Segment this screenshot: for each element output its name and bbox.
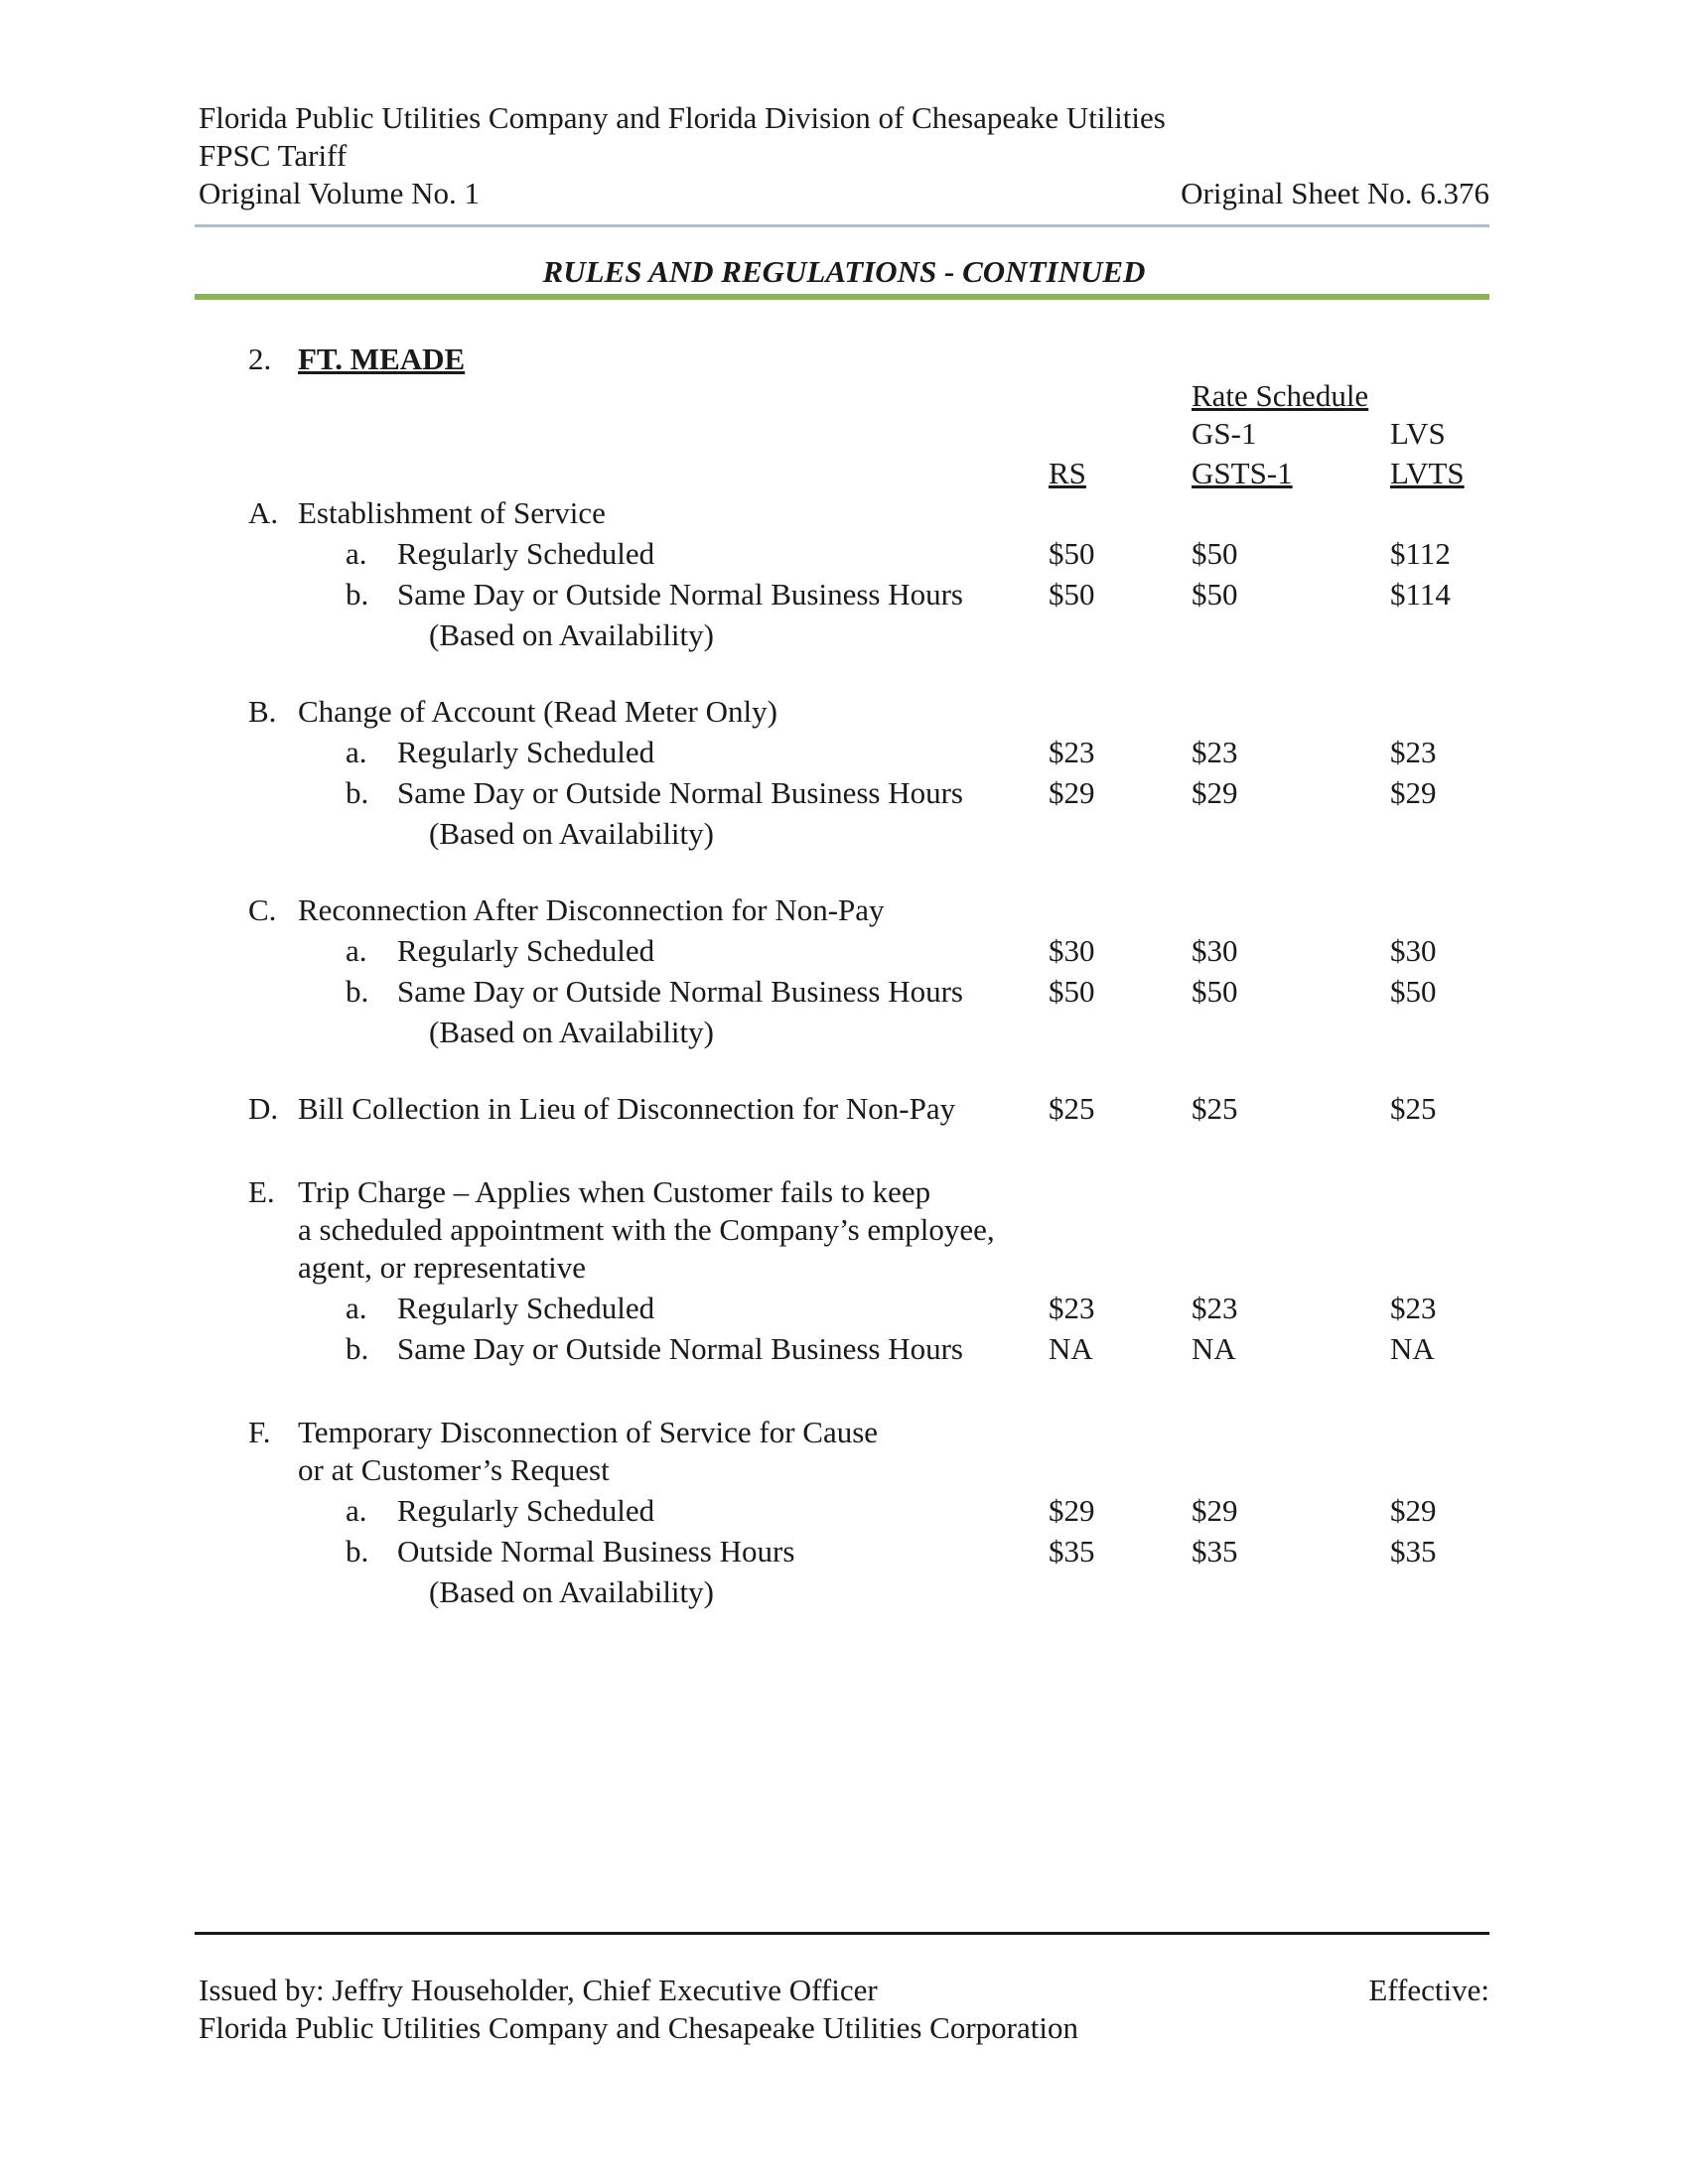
footer-company: Florida Public Utilities Company and Chesapeake Utilities Corporation [199, 2010, 1078, 2045]
location-heading [248, 341, 465, 377]
item-text: Same Day or Outside Normal Business Hours [397, 1331, 963, 1366]
item-label: b. [346, 775, 369, 810]
col3-top: LVS [1390, 416, 1446, 451]
item-label: a. [346, 735, 367, 769]
fee-value: $25 [1390, 1091, 1437, 1126]
fee-value: $25 [1192, 1091, 1238, 1126]
fee-value: $29 [1390, 775, 1437, 810]
col2-header: GSTS-1 [1192, 456, 1293, 490]
fee-value: $23 [1390, 1291, 1437, 1325]
section-title-line: Establishment of Service [298, 495, 606, 530]
fee-value: $30 [1192, 933, 1238, 968]
footer-effective: Effective: [1368, 1973, 1489, 2007]
item-text: Regularly Scheduled [397, 1291, 655, 1325]
section-title-line: Change of Account (Read Meter Only) [298, 694, 777, 729]
fee-value: $50 [1192, 536, 1238, 571]
section-title: RULES AND REGULATIONS - CONTINUED [542, 254, 1146, 289]
section-letter: F. [248, 1415, 271, 1449]
fee-value: NA [1049, 1331, 1093, 1366]
item-label: a. [346, 933, 367, 968]
fee-value: $29 [1192, 775, 1238, 810]
fee-value: $29 [1192, 1493, 1238, 1528]
item-label: b. [346, 974, 369, 1009]
fee-value: $23 [1049, 735, 1095, 769]
header-company: Florida Public Utilities Company and Florida Division of Chesapeake Utilities [199, 100, 1166, 135]
heading-number: 2. [248, 341, 272, 376]
fee-value: $23 [1192, 1291, 1238, 1325]
item-label: a. [346, 1493, 367, 1528]
section-title-line: a scheduled appointment with the Company’s employee, [298, 1212, 995, 1247]
item-label: b. [346, 1331, 369, 1366]
fee-value: $50 [1192, 577, 1238, 612]
fee-value: $50 [1049, 974, 1095, 1009]
fee-value: $25 [1049, 1091, 1095, 1126]
fee-value: NA [1192, 1331, 1236, 1366]
item-text: Same Day or Outside Normal Business Hours [397, 775, 963, 810]
section-letter: D. [248, 1091, 279, 1126]
item-text: Regularly Scheduled [397, 536, 655, 571]
section-title-line: Reconnection After Disconnection for Non-Pay [298, 892, 885, 927]
section-letter: C. [248, 892, 277, 927]
availability-note: (Based on Availability) [429, 816, 714, 851]
section-title-line: Temporary Disconnection of Service for Cause [298, 1415, 879, 1449]
footer-divider [195, 1932, 1489, 1935]
fee-value: $112 [1390, 536, 1451, 571]
fee-value: $29 [1390, 1493, 1437, 1528]
availability-note: (Based on Availability) [429, 1574, 714, 1609]
fee-value: $50 [1049, 536, 1095, 571]
section-letter: A. [248, 495, 279, 530]
title-divider [195, 294, 1489, 300]
header-volume: Original Volume No. 1 [199, 176, 481, 210]
item-label: b. [346, 577, 369, 612]
heading-name: FT. MEADE [298, 341, 466, 376]
item-label: b. [346, 1534, 369, 1569]
fee-value: NA [1390, 1331, 1435, 1366]
fee-value: $35 [1049, 1534, 1095, 1569]
fee-value: $50 [1390, 974, 1437, 1009]
item-text: Outside Normal Business Hours [397, 1534, 795, 1569]
item-text: Regularly Scheduled [397, 1493, 655, 1528]
fee-value: $29 [1049, 1493, 1095, 1528]
item-text: Same Day or Outside Normal Business Hours [397, 577, 963, 612]
availability-note: (Based on Availability) [429, 617, 714, 652]
section-title-line: or at Customer’s Request [298, 1452, 610, 1487]
section-letter: E. [248, 1174, 275, 1209]
rate-schedule-label: Rate Schedule [1192, 378, 1369, 413]
fee-value: $23 [1049, 1291, 1095, 1325]
fee-value: $50 [1049, 577, 1095, 612]
item-label: a. [346, 536, 367, 571]
header-divider [195, 224, 1489, 227]
availability-note: (Based on Availability) [429, 1015, 714, 1049]
footer-issued-by: Issued by: Jeffry Householder, Chief Executive Officer [199, 1973, 878, 2007]
fee-value: $29 [1049, 775, 1095, 810]
col1-header: RS [1049, 456, 1086, 490]
col3-header: LVTS [1390, 456, 1465, 490]
fee-value: $50 [1192, 974, 1238, 1009]
item-label: a. [346, 1291, 367, 1325]
fee-value: $35 [1192, 1534, 1238, 1569]
header-sheet-number: Original Sheet No. 6.376 [1181, 176, 1489, 210]
item-text: Regularly Scheduled [397, 735, 655, 769]
fee-value: $23 [1192, 735, 1238, 769]
header-tariff: FPSC Tariff [199, 138, 348, 173]
section-title-line: Trip Charge – Applies when Customer fails to keep [298, 1174, 931, 1209]
fee-value: $35 [1390, 1534, 1437, 1569]
fee-value: $30 [1049, 933, 1095, 968]
section-title-line: Bill Collection in Lieu of Disconnection for Non-Pay [298, 1091, 956, 1126]
section-title-line: agent, or representative [298, 1250, 587, 1285]
col2-top: GS-1 [1192, 416, 1257, 451]
fee-value: $30 [1390, 933, 1437, 968]
fee-value: $23 [1390, 735, 1437, 769]
fee-value: $114 [1390, 577, 1451, 612]
item-text: Same Day or Outside Normal Business Hours [397, 974, 963, 1009]
item-text: Regularly Scheduled [397, 933, 655, 968]
section-letter: B. [248, 694, 277, 729]
